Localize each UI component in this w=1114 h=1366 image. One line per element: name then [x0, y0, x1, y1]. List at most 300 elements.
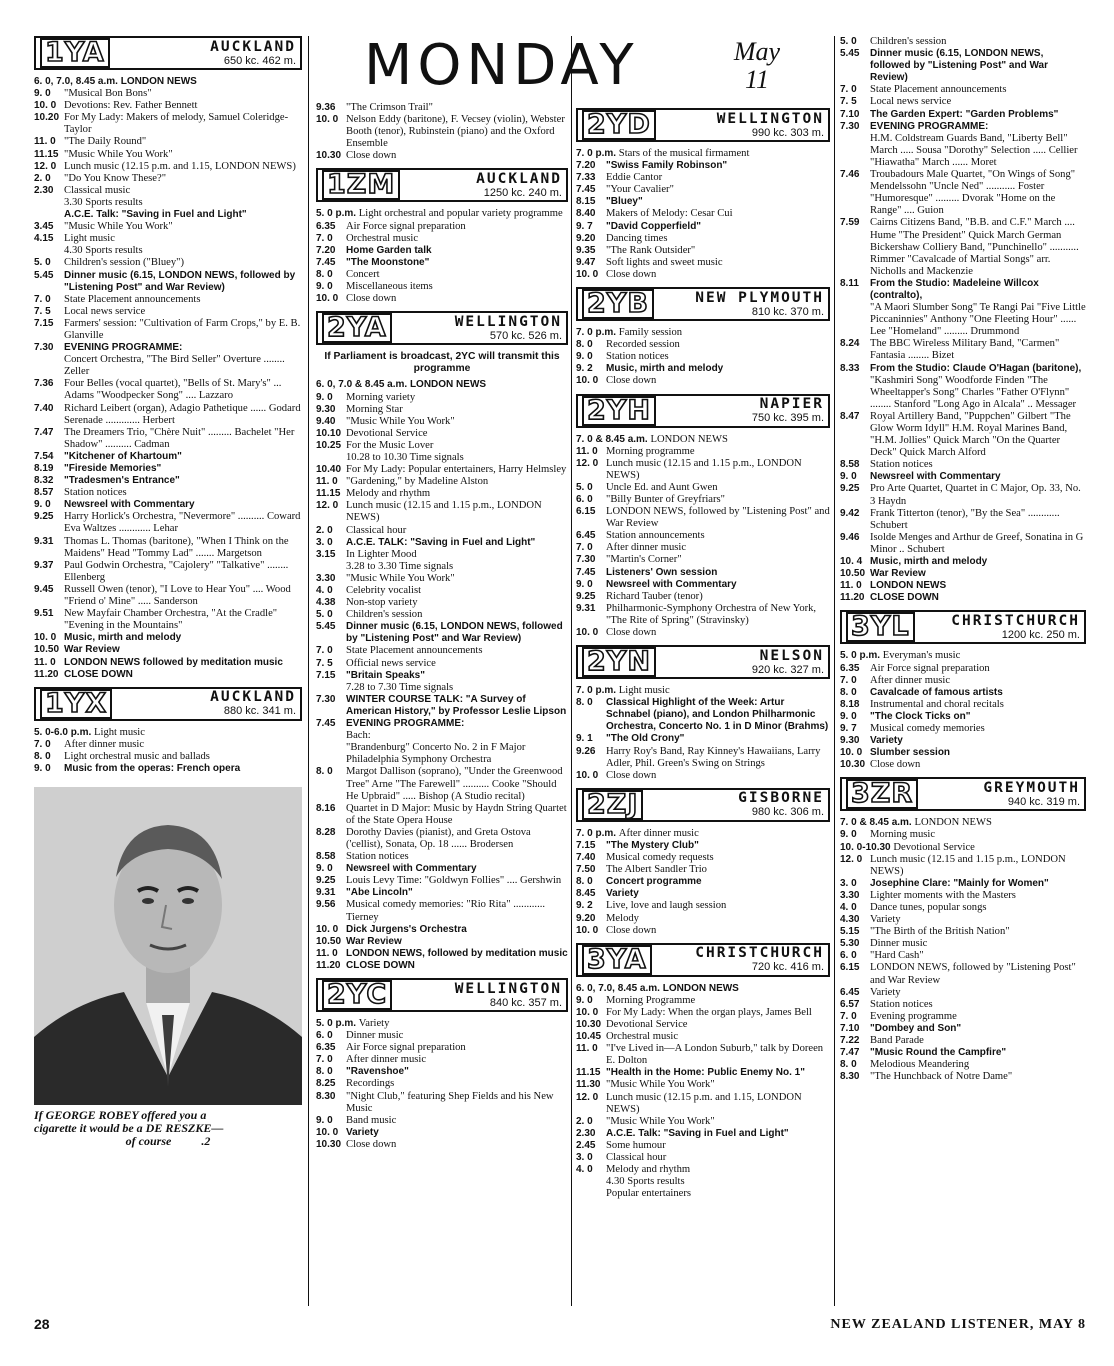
programme-item — [316, 924, 568, 936]
programme-item — [316, 936, 568, 948]
programme-item — [576, 1092, 830, 1116]
programme-time: 10.40 — [316, 464, 342, 476]
programme-title: Popular entertainers — [606, 1188, 692, 1200]
programme-time: 9.47 — [576, 256, 596, 268]
programme-title: Bickershaw Colliery Band, "Punchinello" ........... Rimmer "Cavalcade of Martial Songs" arr. Nicholls and Mackenzie — [870, 241, 1079, 277]
programme-time: 4.15 — [34, 233, 54, 245]
programme-item — [576, 876, 830, 888]
programme-time: 5.15 — [840, 926, 860, 938]
programme-time: 5. 0 p.m. — [316, 1018, 359, 1029]
programme-item — [34, 608, 302, 632]
programme-title: "Billy Bunter of Greyfriars" — [606, 493, 725, 505]
programme-item — [316, 899, 568, 923]
programme-time: 5. 0 p.m. — [840, 650, 883, 662]
programme-item — [840, 411, 1086, 459]
programme-item — [316, 1018, 568, 1030]
programme-title: Morning music — [870, 829, 936, 841]
programme-time: 10.50 — [840, 568, 866, 580]
programme-item — [576, 1176, 830, 1188]
programme-item — [576, 1019, 830, 1031]
programme-title: Concert Orchestra, "The Bird Seller" Overture ........ Zeller — [64, 354, 285, 378]
programme-time: 8. 0 — [316, 766, 333, 778]
programme-time: 4.30 — [840, 914, 860, 926]
programme-title: Harry Horlick's Orchestra, "Nevermore" .......... Coward Eva Waltzes ............ Lehar — [64, 511, 301, 535]
programme-item — [34, 209, 302, 221]
programme-time: 6.15 — [840, 962, 860, 974]
programme-title: Dance tunes, popular songs — [870, 902, 987, 913]
programme-title: EVENING PROGRAMME: — [64, 342, 183, 354]
programme-item — [840, 817, 1086, 829]
programme-time: 6. 0 — [840, 950, 857, 962]
programme-title: LONDON NEWS followed by meditation music — [64, 656, 283, 668]
programme-time: 7.10 — [840, 1022, 860, 1034]
programme-title: Home Garden talk — [346, 244, 432, 256]
programme-item — [576, 245, 830, 257]
programme-title: Richard Leibert (organ), Adagio Pathetique ...... Godard Serenade ............. Herbert — [64, 402, 301, 426]
station-frequency: 980 kc. 306 m. — [751, 806, 824, 819]
programme-time: 3.30 — [316, 572, 336, 584]
programme-item — [576, 363, 830, 375]
programme-title: Morning Star — [346, 403, 403, 415]
programme-time: 9.25 — [316, 875, 336, 887]
column-4 — [840, 36, 1086, 1304]
programme-time: 7. 0 p.m. — [576, 827, 619, 839]
programme-item — [576, 913, 830, 925]
programme-item — [316, 392, 568, 404]
programme-time: 5.45 — [316, 621, 336, 633]
programme-item — [576, 172, 830, 184]
programme-title: "Your Cavalier" — [606, 184, 674, 196]
page-date — [720, 38, 794, 94]
programme-title: "The Hunchback of Notre Dame" — [870, 1071, 1013, 1083]
programme-item — [316, 1042, 568, 1054]
programme-item — [316, 597, 568, 609]
programme-item — [576, 506, 830, 530]
programme-time: 11.20 — [840, 592, 865, 604]
station-city: AUCKLAND — [476, 170, 562, 187]
programme-title: Close down — [346, 293, 397, 305]
programme-item — [576, 1140, 830, 1152]
station-header — [316, 168, 568, 202]
station-block — [576, 788, 830, 943]
programme-time: 8.45 — [576, 888, 596, 900]
programme-item — [576, 233, 830, 245]
programme-item — [576, 554, 830, 566]
programme-title: Eddie Cantor — [606, 172, 663, 184]
station-block — [316, 102, 568, 168]
programme-title: "Swiss Family Robinson" — [606, 160, 728, 172]
programme-time: 9.26 — [576, 745, 596, 757]
programme-item — [316, 379, 568, 391]
programme-item — [316, 257, 568, 269]
programme-title: Frank Titterton (tenor), "By the Sea" ............ Schubert — [870, 507, 1060, 531]
programme-item — [840, 735, 1086, 747]
programme-title: "A Maori Slumber Song" Te Rangi Pai "Five Little Piccaninnies" Anthony "One Fleeting Hour" ...... Lee "Homeland" ......... Drummond — [870, 302, 1086, 338]
programme-title: From the Studio: Madeleine Willcox (contralto), — [870, 277, 1039, 301]
programme-title: Classical music — [64, 184, 131, 196]
programme-title: Official news service — [346, 657, 436, 669]
station-info — [400, 315, 562, 342]
programme-title: A.C.E. Talk: "Saving in Fuel and Light" — [606, 1127, 789, 1139]
programme-time — [840, 242, 870, 278]
programme-time: 7. 0 — [34, 738, 51, 750]
programme-item — [840, 878, 1086, 890]
station-city: NEW PLYMOUTH — [695, 289, 824, 306]
programme-time: 9. 0 — [840, 829, 857, 841]
programme-item — [34, 342, 302, 354]
programme-title: "Abe Lincoln" — [346, 887, 413, 899]
programme-item — [840, 675, 1086, 687]
programme-item — [576, 828, 830, 840]
programme-time: 8.30 — [316, 1090, 336, 1102]
programme-title: Farmers' session: "Cultivation of Farm Crops," by E. B. Glanville — [64, 317, 301, 341]
programme-time: 11. 0 — [34, 656, 56, 668]
programme-item — [840, 217, 1086, 241]
portrait-image — [34, 787, 302, 1105]
programme-item — [840, 278, 1086, 302]
date-day: 11 — [744, 65, 770, 94]
station-block — [840, 610, 1086, 777]
programme-time: 10.25 — [316, 439, 342, 451]
programme-time: 2.30 — [34, 184, 54, 196]
programme-title: "Dombey and Son" — [870, 1022, 962, 1034]
programme-title: The Albert Sandler Trio — [606, 864, 707, 876]
programme-time: 11. 0 — [34, 136, 56, 148]
programme-time: 10. 4 — [840, 556, 863, 568]
programme-item — [316, 208, 568, 220]
caption-text: of course — [125, 1134, 172, 1149]
programme-item — [576, 864, 830, 876]
station-header — [316, 311, 568, 345]
programme-time: 9.31 — [34, 535, 54, 547]
station-city: AUCKLAND — [210, 689, 296, 706]
programme-item — [316, 464, 568, 476]
programme-title: Melody — [606, 912, 639, 924]
programme-text — [576, 685, 830, 697]
programme-title: Station announcements — [606, 530, 705, 542]
page-number: 28 — [34, 1316, 50, 1332]
programme-title: "Do You Know These?" — [64, 172, 167, 184]
programme-title: Dancing times — [606, 232, 668, 244]
date-month: May — [733, 37, 781, 66]
programme-item — [34, 427, 302, 451]
programme-item — [316, 233, 568, 245]
programme-title: Air Force signal preparation — [346, 220, 466, 232]
station-header — [34, 687, 302, 721]
column-3 — [576, 108, 830, 1304]
programme-time: 3. 0 — [576, 1152, 593, 1163]
station-block — [34, 36, 302, 687]
programme-time: 8.19 — [34, 463, 54, 474]
programme-time: 9.25 — [34, 511, 54, 523]
programme-item — [840, 96, 1086, 108]
programme-title: LONDON NEWS, followed by "Listening Post" and War Review — [606, 506, 830, 530]
programme-title: "Music While You Work" — [606, 1079, 715, 1091]
programme-time: 8.15 — [576, 196, 596, 208]
programme-title: Devotional Service — [606, 1018, 688, 1030]
programme-item — [576, 1188, 830, 1200]
programme-item — [316, 488, 568, 500]
programme-item — [34, 173, 302, 185]
programme-time: 10. 0 — [840, 747, 863, 759]
programme-item — [840, 663, 1086, 675]
programme-time: 12. 0 — [34, 160, 57, 172]
programme-item — [576, 888, 830, 900]
programme-item — [316, 452, 568, 464]
programme-title: Air Force signal preparation — [346, 1042, 466, 1054]
programme-time: 10.30 — [840, 759, 866, 771]
programme-time: 9.31 — [316, 887, 336, 899]
programme-time: 8.47 — [840, 410, 860, 422]
station-info — [926, 781, 1080, 808]
programme-item — [840, 568, 1086, 580]
station-block — [576, 108, 830, 287]
programme-title: Music from the operas: French opera — [64, 762, 241, 774]
programme-item — [576, 494, 830, 506]
programme-item — [576, 983, 830, 995]
programme-item — [34, 727, 302, 739]
programme-item — [34, 88, 302, 100]
programme-item — [840, 914, 1086, 926]
station-frequency: 570 kc. 526 m. — [489, 329, 562, 342]
programme-title: "Ravenshoe" — [346, 1066, 409, 1078]
programme-time: 8. 0 — [316, 1066, 333, 1078]
programme-time: 11. 0 — [840, 580, 862, 592]
programme-time: 2.30 — [576, 1127, 596, 1139]
programme-item — [34, 354, 302, 378]
station-city: NAPIER — [759, 396, 824, 412]
station-info — [118, 40, 296, 67]
programme-time: 9. 7 — [840, 722, 857, 734]
station-call-sign: 3YA — [582, 945, 652, 975]
programme-item — [34, 560, 302, 584]
station-call-sign: 1YA — [40, 38, 110, 68]
programme-title: The BBC Wireless Military Band, "Carmen" Fantasia ........ Bizet — [870, 338, 1060, 362]
programme-item — [840, 687, 1086, 699]
programme-text — [840, 650, 1086, 662]
station-block — [576, 287, 830, 393]
programme-time: 10. 0 — [576, 924, 599, 936]
station-frequency: 650 kc. 462 m. — [223, 54, 296, 67]
programme-time: 8.40 — [576, 208, 596, 220]
programme-time: 9.37 — [34, 559, 54, 571]
programme-item — [840, 842, 1086, 854]
footer-title: NEW ZEALAND LISTENER, MAY 8 — [830, 1317, 1086, 1332]
programme-title: A.C.E. TALK: "Saving in Fuel and Light" — [346, 536, 536, 548]
programme-time: 8.16 — [316, 802, 336, 814]
programme-item — [316, 645, 568, 657]
programme-item — [576, 770, 830, 782]
station-city: GISBORNE — [738, 790, 824, 807]
programme-title: Orchestral music — [346, 232, 419, 244]
station-info — [120, 690, 296, 717]
programme-time: 12. 0 — [576, 457, 599, 469]
programme-title: "Fireside Memories" — [64, 463, 162, 474]
programme-time: 7.40 — [34, 402, 54, 414]
programme-time: 8. 0 — [316, 268, 333, 280]
programme-time: 9. 0 — [576, 994, 593, 1006]
programme-time: 12. 0 — [840, 853, 863, 865]
programme-time: 7.20 — [576, 160, 596, 172]
programme-item — [316, 1115, 568, 1127]
programme-title: Musical comedy memories — [870, 722, 985, 734]
programme-text — [316, 1018, 568, 1030]
programme-item — [576, 1128, 830, 1140]
programme-title: Light music — [64, 233, 115, 245]
programme-time: 7. 0 p.m. — [576, 685, 619, 697]
programme-item — [34, 657, 302, 669]
programme-item — [34, 499, 302, 511]
programme-item — [316, 150, 568, 162]
programme-item — [34, 378, 302, 402]
programme-item — [316, 114, 568, 150]
programme-time: 8. 0 — [840, 686, 857, 698]
programme-time — [576, 1188, 606, 1200]
programme-item — [840, 508, 1086, 532]
programme-title: CLOSE DOWN — [346, 959, 415, 971]
station-block — [576, 645, 830, 788]
station-info — [664, 649, 824, 676]
programme-title: "I've Lived in—A London Suburb," talk by Doreen E. Dolton — [606, 1043, 824, 1067]
programme-item — [840, 999, 1086, 1011]
programme-item — [316, 803, 568, 827]
programme-title: Miscellaneous items — [346, 281, 433, 293]
programme-title: "Tradesmen's Entrance" — [64, 475, 180, 487]
programme-time: 10.30 — [316, 1138, 342, 1150]
programme-item — [576, 567, 830, 579]
programme-item — [34, 149, 302, 161]
programme-item — [316, 293, 568, 305]
programme-item — [576, 446, 830, 458]
programme-item — [316, 609, 568, 621]
programme-time: 8.11 — [840, 277, 859, 289]
station-info — [664, 112, 824, 139]
programme-time: 8. 0 — [576, 339, 593, 351]
programme-title: Quartet in D Major: Music by Haydn String Quartet of the State Opera House — [346, 802, 567, 826]
programme-time: 5. 0 — [316, 609, 333, 621]
programme-title: Music, mirth and melody — [606, 363, 724, 375]
programme-time: 7.45 — [316, 256, 336, 268]
station-note: If Parliament is broadcast, 2YC will transmit this programme — [324, 351, 560, 375]
programme-title: Musical comedy memories: "Rio Rita" ............ Tierney — [346, 899, 546, 923]
programme-time: 6. 0, 7.0, 8.45 a.m. — [576, 982, 663, 994]
programme-time: 7.30 — [840, 120, 860, 132]
programme-item — [316, 1030, 568, 1042]
station-call-sign: 2YB — [582, 289, 654, 319]
programme-item — [316, 221, 568, 233]
spacer — [576, 1200, 830, 1206]
programme-title: "Kashmiri Song" Woodforde Finden "The Wheeltapper's Song" Charles "Father O'Flynn" ........ Stanford "Long Ago in Alcala" .. Messager — [870, 374, 1077, 410]
station-call-sign: 1ZM — [322, 170, 400, 200]
station-city: CHRISTCHURCH — [951, 612, 1080, 629]
caption-line: cigarette it would be a DE RESZKE— — [34, 1121, 224, 1136]
programme-title: CLOSE DOWN — [64, 668, 133, 680]
programme-title: The Dreamers Trio, "Chère Nuit" ......... Bachelet "Her Shadow" .......... Cadman — [64, 426, 295, 450]
programme-title: Uncle Ed. and Aunt Gwen — [606, 481, 718, 493]
programme-time: 7. 0 — [316, 1054, 333, 1066]
programme-title: Paul Godwin Orchestra, "Cajolery" "Talkative" ........ Ellenberg — [64, 559, 289, 583]
portrait-photo — [34, 787, 302, 1105]
programme-text — [576, 148, 830, 160]
programme-time: 6.35 — [316, 220, 336, 232]
programme-item — [576, 530, 830, 542]
programme-item — [840, 133, 1086, 169]
programme-title: After dinner music — [346, 1054, 427, 1066]
station-info — [660, 946, 824, 973]
programme-title: For My Lady: When the organ plays, James Bell — [606, 1006, 812, 1018]
programme-time: 3. 0 — [316, 536, 333, 548]
station-frequency: 1250 kc. 240 m. — [483, 186, 562, 199]
programme-time: 4. 0 — [840, 902, 857, 913]
programme-title: Concert — [346, 268, 380, 280]
programme-title: Variety — [870, 914, 901, 926]
programme-item — [34, 136, 302, 148]
spacer — [316, 1151, 568, 1157]
programme-item — [34, 197, 302, 209]
programme-item — [316, 670, 568, 682]
programme-title: A.C.E. Talk: "Saving in Fuel and Light" — [64, 209, 247, 221]
programme-title: Band music — [346, 1114, 397, 1126]
programme-time: 5. 0 — [576, 481, 593, 493]
programme-item — [576, 1031, 830, 1043]
programme-item — [316, 960, 568, 972]
programme-item — [840, 699, 1086, 711]
station-call-sign: 3YL — [846, 612, 915, 642]
programme-title: "Music While You Work" — [346, 572, 455, 584]
station-frequency: 810 kc. 370 m. — [751, 305, 824, 318]
programme-item — [840, 375, 1086, 411]
programme-title: Family session — [618, 327, 683, 339]
programme-time: 7. 5 — [34, 305, 51, 317]
programme-title: Cavalcade of famous artists — [870, 686, 1003, 698]
station-city: WELLINGTON — [454, 980, 562, 997]
programme-item — [840, 1071, 1086, 1083]
station-frequency: 920 kc. 327 m. — [751, 663, 824, 676]
programme-item — [840, 650, 1086, 662]
programme-time: 10. 0 — [316, 923, 339, 935]
station-city: WELLINGTON — [716, 110, 824, 127]
programme-time: 9. 2 — [576, 363, 593, 375]
programme-time: 11.15 — [34, 148, 59, 160]
programme-time: 12. 0 — [576, 1091, 599, 1103]
programme-item — [576, 1116, 830, 1128]
programme-time: 9. 0 — [316, 281, 333, 293]
programme-title: Recorded session — [606, 339, 680, 351]
station-header — [576, 287, 830, 321]
programme-time — [316, 561, 346, 573]
programme-time: 7. 0 p.m. — [576, 327, 619, 339]
programme-item — [34, 318, 302, 342]
programme-time — [840, 375, 870, 411]
programme-time: 9. 0 — [316, 1114, 333, 1126]
programme-item — [840, 926, 1086, 938]
programme-item — [840, 747, 1086, 759]
programme-item — [576, 542, 830, 554]
programme-title: Local news service — [870, 96, 952, 108]
station-frequency: 990 kc. 303 m. — [751, 126, 824, 139]
programme-time: 9.45 — [34, 583, 54, 595]
station-block — [576, 394, 830, 646]
programme-time: 9. 0 — [34, 88, 51, 100]
programme-title: "Music While You Work" — [64, 221, 173, 233]
programme-title: "The Clock Ticks on" — [870, 710, 971, 722]
programme-time: 11. 0 — [316, 476, 338, 488]
programme-item — [840, 471, 1086, 483]
programme-title: Nelson Eddy (baritone), F. Vecsey (violin), Webster Booth (tenor), Rubinstein (piano) and the Oxford Ensemble — [346, 114, 565, 150]
programme-title: Close down — [606, 375, 657, 387]
programme-time: 5. 0-6.0 p.m. — [34, 726, 95, 738]
programme-time: 3.45 — [34, 221, 54, 233]
